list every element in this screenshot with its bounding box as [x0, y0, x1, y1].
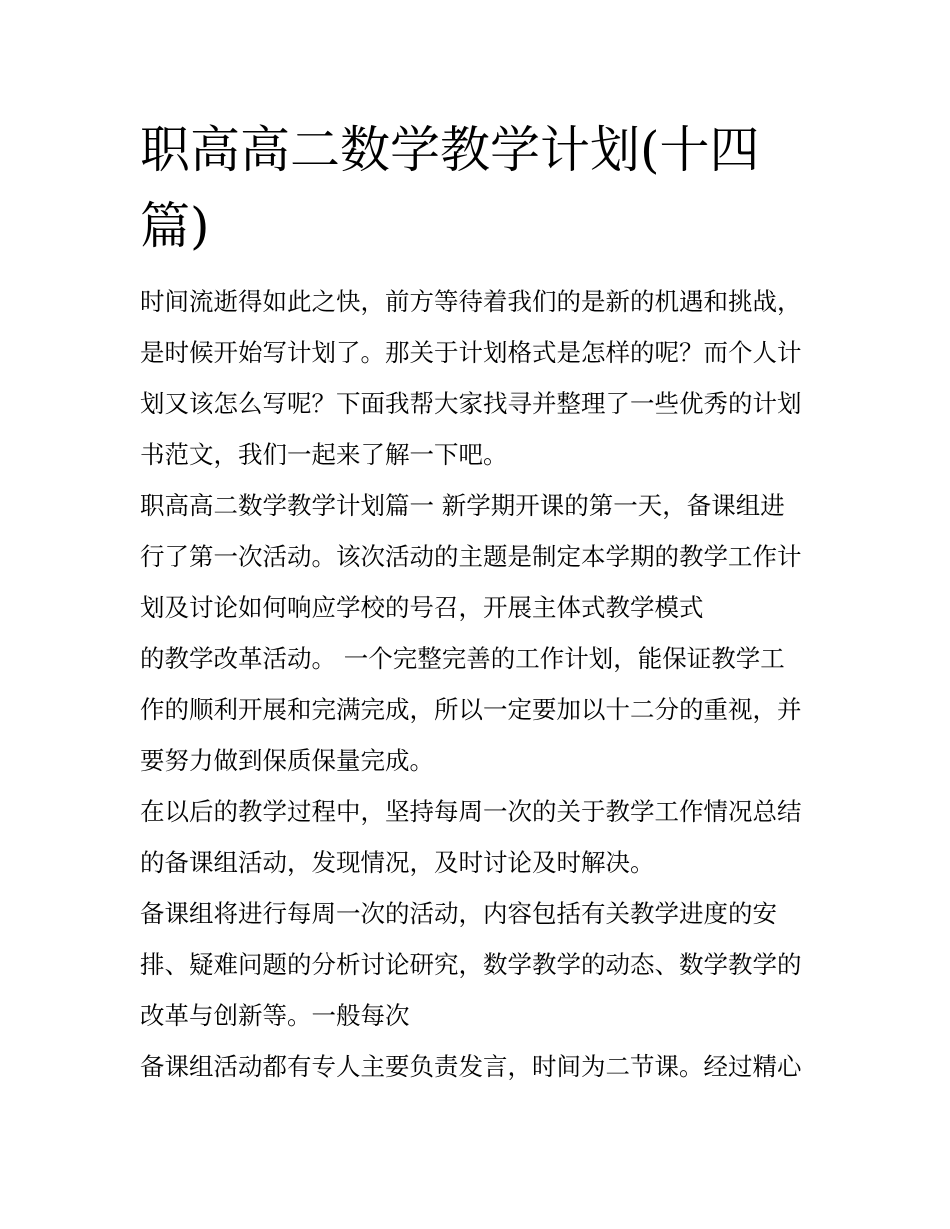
title-line: 职高高二数学教学计划(十四 [140, 121, 760, 179]
document-title [140, 112, 820, 264]
text-line: 作的顺利开展和完满完成，所以一定要加以十二分的重视，并 [140, 695, 802, 724]
text-line: 书范文，我们一起来了解一下吧。 [140, 440, 508, 469]
text-line: 划又该怎么写呢？下面我帮大家找寻并整理了一些优秀的计划 [140, 389, 802, 418]
text-line: 划及讨论如何响应学校的号召，开展主体式教学模式 [140, 593, 704, 622]
text-line: 要努力做到保质保量完成。 [140, 746, 434, 775]
text-line: 的备课组活动，发现情况，及时讨论及时解决。 [140, 848, 655, 877]
paragraph-section-one [140, 480, 820, 786]
text-line: 排、疑难问题的分析讨论研究，数学教学的动态、数学教学的 [140, 950, 802, 979]
text-line: 改革与创新等。一般每次 [140, 1001, 410, 1030]
text-line: 行了第一次活动。该次活动的主题是制定本学期的教学工作计 [140, 542, 802, 571]
text-line: 在以后的教学过程中，坚持每周一次的关于教学工作情况总结 [140, 797, 802, 826]
title-line: 篇) [140, 197, 210, 255]
paragraph-weekly-activity [140, 888, 820, 1041]
text-line: 是时候开始写计划了。那关于计划格式是怎样的呢？而个人计 [140, 338, 802, 367]
paragraph-weekly-summary [140, 786, 820, 888]
text-line: 时间流逝得如此之快，前方等待着我们的是新的机遇和挑战， [140, 287, 802, 316]
text-line: 备课组活动都有专人主要负责发言，时间为二节课。经过精心 [140, 1052, 802, 1081]
paragraph-speaker [140, 1041, 820, 1092]
paragraph-intro [140, 276, 820, 480]
text-line: 备课组将进行每周一次的活动，内容包括有关教学进度的安 [140, 899, 777, 928]
text-line: 的教学改革活动。 一个完整完善的工作计划，能保证教学工 [140, 644, 785, 673]
document-body [140, 276, 820, 1092]
text-line: 职高高二数学教学计划篇一 新学期开课的第一天，备课组进 [140, 491, 785, 520]
